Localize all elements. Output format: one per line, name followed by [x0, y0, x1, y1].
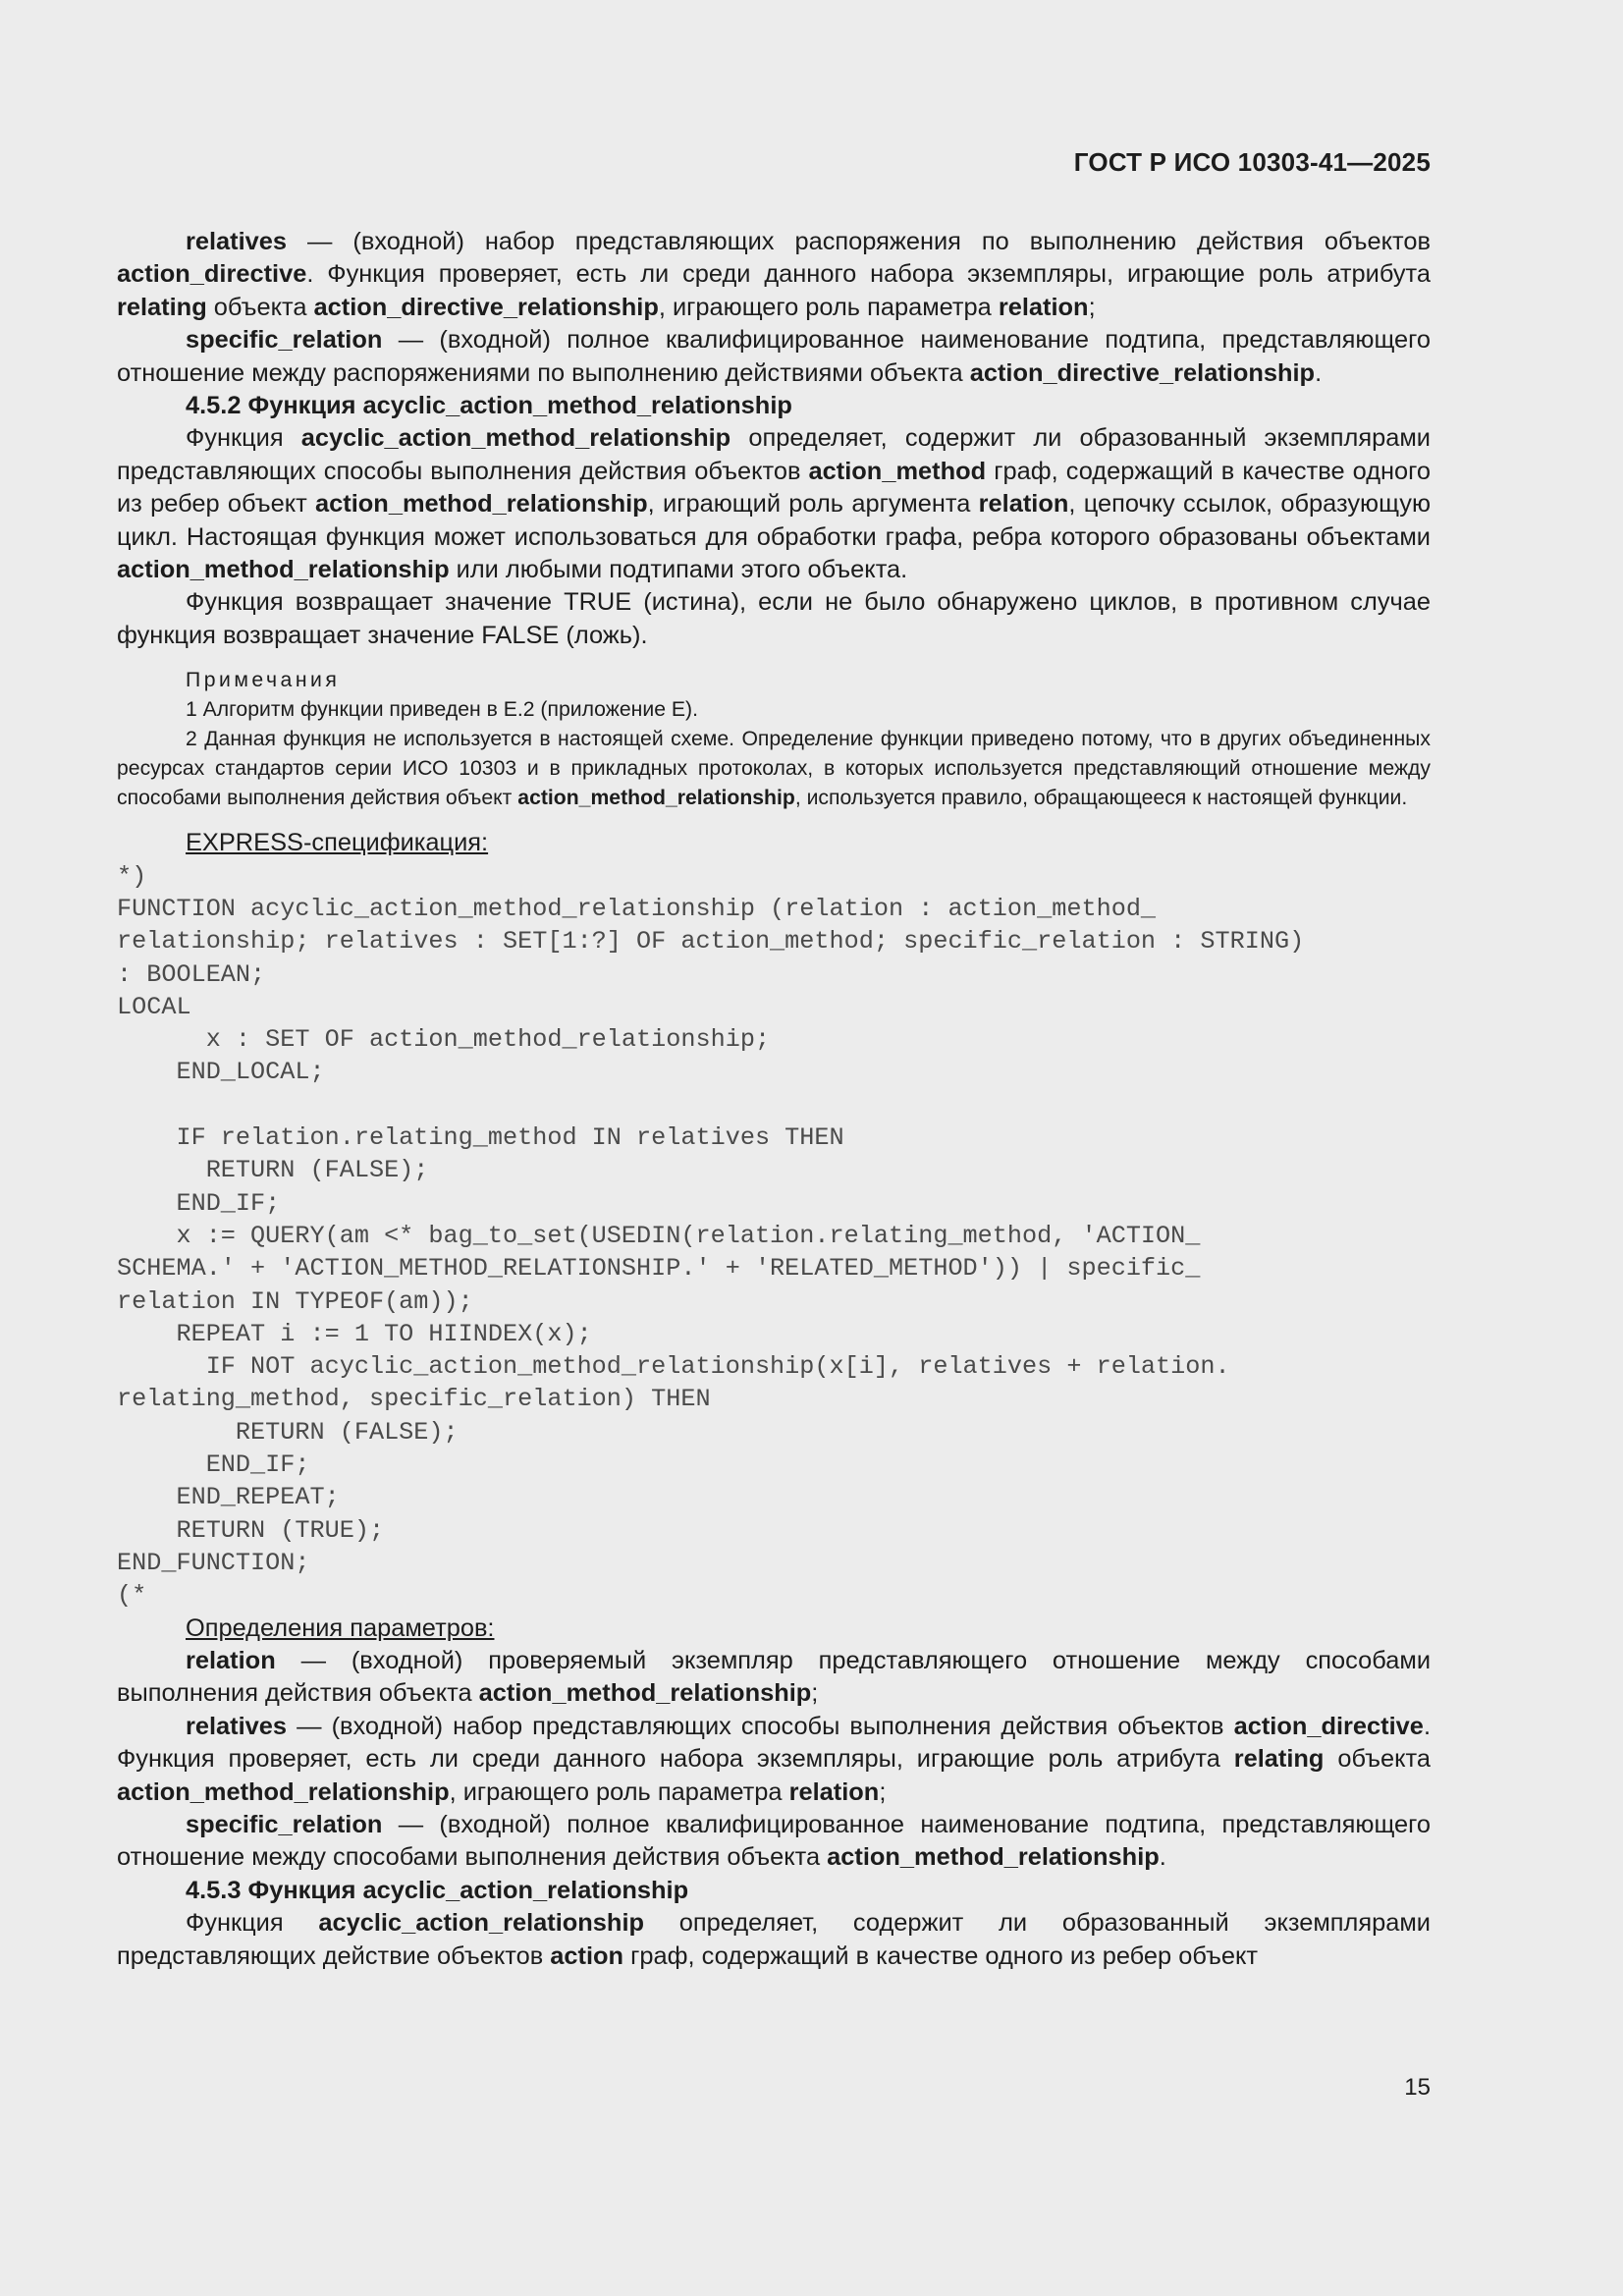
- bold-term: relatives: [186, 1712, 288, 1740]
- text-run: объекта: [206, 293, 314, 321]
- bold-term: specific_relation: [186, 1810, 383, 1838]
- bold-term: relatives: [186, 228, 288, 255]
- section-heading-4-5-3: 4.5.3 Функция acyclic_action_relationship: [186, 1876, 689, 1904]
- bold-term: action_directive: [117, 260, 307, 289]
- function-return-description: [117, 586, 1431, 652]
- param-relatives-desc: [117, 226, 1431, 324]
- text-run: . Функция проверяет, есть ли среди данного набора экземпляры, играющие роль атрибута: [306, 260, 1431, 289]
- bold-term: relation: [978, 490, 1069, 519]
- text-run: объекта: [1324, 1745, 1431, 1774]
- text-run: , играющего роль параметра: [449, 1777, 789, 1806]
- text-run: . Функция проверяет, есть ли среди данного набора экземпляры, играющие роль атрибута: [117, 1712, 1431, 1774]
- text-run: Функция: [186, 424, 301, 453]
- bold-term: action_directive_relationship: [969, 358, 1316, 387]
- bold-term: relating: [1233, 1745, 1325, 1774]
- bold-term: relation: [998, 293, 1089, 321]
- express-spec-label: EXPRESS-спецификация:: [186, 829, 489, 857]
- text-run: или любыми подтипами этого объекта.: [449, 556, 908, 584]
- text-run: ;: [811, 1679, 819, 1708]
- bold-term: action_method_relationship: [117, 556, 450, 584]
- params-label: Определения параметров:: [186, 1613, 495, 1642]
- param-specific-relation-desc: [117, 324, 1431, 390]
- bold-term: action_directive: [1233, 1712, 1424, 1740]
- notes-title: Примечания: [186, 669, 341, 692]
- param-relatives-desc-2: [117, 1711, 1431, 1809]
- text-run: ;: [879, 1777, 887, 1806]
- bold-term: action_method: [808, 457, 987, 485]
- function-description-2: [117, 1907, 1431, 1973]
- bold-term: relation: [788, 1777, 880, 1806]
- text-run: определяет, содержит ли образованный экземплярами представляющих действие объектов: [117, 1909, 1431, 1970]
- express-code: *) FUNCTION acyclic_action_method_relationship (relation : action_method_ relationship; relatives : SET[1:?] OF action_method; specific_relation : STRING) : BOOLEAN; LOCAL x : SET OF action_method_relationship; END_LOCAL; IF relation.relating_method IN relatives THEN RETURN (FALSE); END_IF; x := QUERY(am <* bag_to_set(USEDIN(relation.relating_method, 'ACTION_ SCHEMA.' + 'ACTION_METHOD_RELATIONSHIP.' + 'RELATED_METHOD')) | specific_ relation IN TYPEOF(am)); REPEAT i := 1 TO HIINDEX(x); IF NOT acyclic_action_method_relationship(x[i], relatives + relation. relating_method, specific_relation) THEN RETURN (FALSE); END_IF; END_REPEAT; RETURN (TRUE); END_FUNCTION; (*: [117, 861, 1305, 1611]
- bold-term: relation: [186, 1646, 276, 1674]
- text-run: , играющий роль аргумента: [647, 490, 979, 519]
- note-2: [117, 725, 1431, 813]
- bold-term: acyclic_action_method_relationship: [300, 424, 731, 453]
- bold-term: acyclic_action_relationship: [318, 1909, 645, 1938]
- text-run: 1 Алгоритм функции приведен в Е.2 (приложение Е).: [186, 698, 698, 722]
- text-run: — (входной) набор представляющих способы выполнения действия объектов: [287, 1712, 1234, 1740]
- bold-term: action_method_relationship: [478, 1679, 812, 1708]
- bold-term: relating: [117, 293, 207, 321]
- section-heading-4-5-2: 4.5.2 Функция acyclic_action_method_relationship: [186, 392, 792, 420]
- bold-term: specific_relation: [186, 326, 383, 355]
- text-run: граф, содержащий в качестве одного из ребер объект: [117, 457, 1431, 519]
- bold-term: action_method_relationship: [827, 1843, 1160, 1872]
- bold-term: action_method_relationship: [117, 1777, 450, 1806]
- bold-term: action_method_relationship: [315, 490, 648, 519]
- text-run: определяет, содержит ли образованный экземплярами представляющих способы выполнения действия объектов: [117, 424, 1431, 485]
- bold-term: action_method_relationship: [517, 787, 795, 810]
- text-run: .: [1159, 1843, 1166, 1872]
- text-run: , цепочку ссылок, образующую цикл. Настоящая функция может использоваться для обработки графа, ребра которого образованы объектами: [117, 490, 1431, 551]
- text-run: — (входной) проверяемый экземпляр представляющего отношение между способами выполнения действия объекта: [117, 1646, 1431, 1708]
- text-run: 2 Данная функция не используется в настоящей схеме. Определение функции приведено потому, что в других объединенных ресурсах стандартов серии ИСО 10303 и в прикладных протоколах, в которых используется представляющий отношение между способами выполнения действия объект: [117, 728, 1431, 810]
- param-specific-relation-desc-2: [117, 1809, 1431, 1875]
- bold-term: action_directive_relationship: [313, 293, 659, 321]
- standard-header: ГОСТ Р ИСО 10303-41—2025: [1073, 147, 1431, 177]
- page-number: 15: [1404, 2074, 1431, 2101]
- text-run: Функция: [186, 1909, 319, 1938]
- text-run: .: [1315, 358, 1323, 387]
- page-content: [117, 226, 1431, 1973]
- param-relation-desc: [117, 1645, 1431, 1711]
- notes-block: [117, 666, 1431, 813]
- text-run: ;: [1088, 293, 1096, 321]
- text-run: Функция возвращает значение TRUE (истина), если не было обнаружено циклов, в противном случае функция возвращает значение FALSE (ложь).: [117, 588, 1431, 649]
- text-run: , используется правило, обращающееся к настоящей функции.: [794, 787, 1408, 810]
- text-run: — (входной) полное квалифицированное наименование подтипа, представляющего отношение между способами выполнения действия объекта: [117, 1810, 1431, 1872]
- text-run: , играющего роль параметра: [658, 293, 999, 321]
- note-1: [117, 695, 1431, 725]
- text-run: — (входной) полное квалифицированное наименование подтипа, представляющего отношение между распоряжениями по выполнению действиями объекта: [117, 326, 1431, 387]
- text-run: граф, содержащий в качестве одного из ребер объект: [623, 1941, 1259, 1970]
- text-run: — (входной) набор представляющих распоряжения по выполнению действия объектов: [287, 228, 1431, 255]
- bold-term: action: [550, 1941, 624, 1970]
- function-description: [117, 422, 1431, 586]
